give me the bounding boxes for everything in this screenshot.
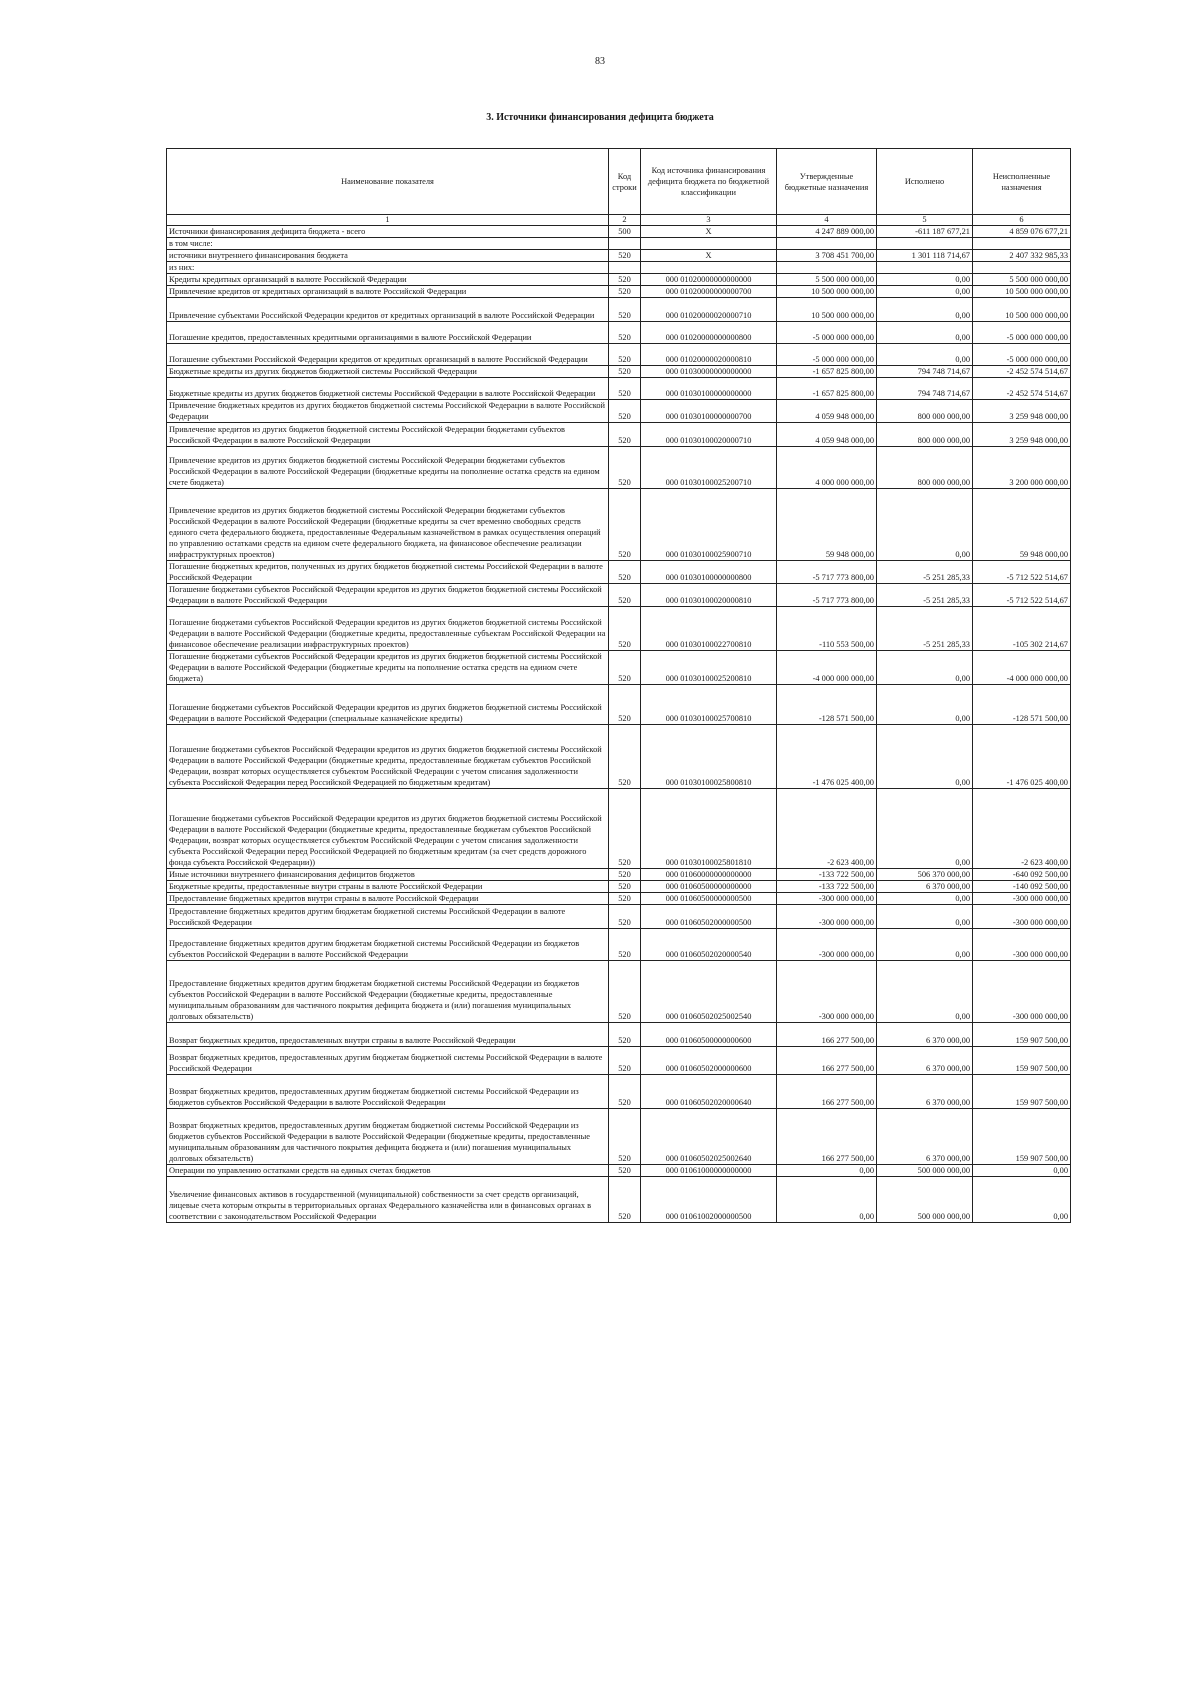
- row-name: Предоставление бюджетных кредитов другим бюджетам бюджетной системы Российской Федерации в валюте Российской Федерации: [167, 905, 609, 929]
- row-name: Погашение бюджетных кредитов, полученных из других бюджетов бюджетной системы Российской Федерации в валюте Российской Федерации: [167, 561, 609, 584]
- row-unexecuted: 159 907 500,00: [973, 1075, 1071, 1109]
- row-approved: 4 247 889 000,00: [777, 226, 877, 238]
- row-source-code: 000 01060502000000600: [641, 1047, 777, 1075]
- row-line-code: 520: [609, 1023, 641, 1047]
- row-name: источники внутреннего финансирования бюджета: [167, 250, 609, 262]
- row-name: Погашение бюджетами субъектов Российской Федерации кредитов из других бюджетов бюджетной системы Российской Федерации в валюте Российской Федерации (бюджетные кредиты, предоставленные субъектам Российской Федерации на финансовое обеспечение реализации инфраструктурных проектов): [167, 607, 609, 651]
- column-number: 3: [641, 215, 777, 226]
- financing-sources-table: [166, 148, 1071, 1223]
- row-executed: 6 370 000,00: [877, 1109, 973, 1165]
- row-source-code: 000 01020000020000710: [641, 298, 777, 322]
- row-executed: 0,00: [877, 651, 973, 685]
- row-name: Привлечение кредитов из других бюджетов бюджетной системы Российской Федерации бюджетами субъектов Российской Федерации в валюте Российской Федерации (бюджетные кредиты на пополнение остатка средств на едином счете бюджета): [167, 447, 609, 489]
- row-source-code: 000 01060502000000500: [641, 905, 777, 929]
- row-source-code: 000 01030000000000000: [641, 366, 777, 378]
- row-line-code: 520: [609, 489, 641, 561]
- row-approved: 166 277 500,00: [777, 1075, 877, 1109]
- row-name: Погашение бюджетами субъектов Российской Федерации кредитов из других бюджетов бюджетной системы Российской Федерации в валюте Российской Федерации (бюджетные кредиты, предоставленные бюджетам субъектов Российской Федерации, возврат которых осуществляется субъектом Российской Федерации с учетом списания задолженности субъекта Российской Федерации перед Российской Федерацией по бюджетным кредитам): [167, 725, 609, 789]
- table-row: [167, 1023, 1071, 1047]
- row-approved: [777, 262, 877, 274]
- row-name: Привлечение кредитов из других бюджетов бюджетной системы Российской Федерации бюджетами субъектов Российской Федерации в валюте Российской Федерации (бюджетные кредиты за счет временно свободных средств единого счета федерального бюджета, предоставленные Федеральным казначейством в рамках осуществления операций по управлению остатками средств на едином счете федерального бюджета, на финансовое обеспечение реализации инфраструктурных проектов): [167, 489, 609, 561]
- row-executed: 0,00: [877, 298, 973, 322]
- header-executed: Исполнено: [877, 149, 973, 215]
- row-executed: -5 251 285,33: [877, 607, 973, 651]
- row-line-code: 520: [609, 869, 641, 881]
- table-row: [167, 344, 1071, 366]
- row-approved: -300 000 000,00: [777, 929, 877, 961]
- table-row: [167, 286, 1071, 298]
- row-line-code: 520: [609, 366, 641, 378]
- row-source-code: [641, 262, 777, 274]
- row-unexecuted: -5 000 000 000,00: [973, 322, 1071, 344]
- row-name: из них:: [167, 262, 609, 274]
- row-name: в том числе:: [167, 238, 609, 250]
- row-approved: 5 500 000 000,00: [777, 274, 877, 286]
- row-source-code: 000 01020000000000800: [641, 322, 777, 344]
- row-approved: -1 657 825 800,00: [777, 366, 877, 378]
- row-name: Погашение бюджетами субъектов Российской Федерации кредитов из других бюджетов бюджетной системы Российской Федерации в валюте Российской Федерации (бюджетные кредиты, предоставленные бюджетам субъектов Российской Федерации, возврат которых осуществляется субъектом Российской Федерации с учетом списания задолженности субъекта Российской Федерации перед Российской Федерацией по бюджетным кредитам (за счет средств дорожного фонда субъекта Российской Федерации)): [167, 789, 609, 869]
- column-number: 1: [167, 215, 609, 226]
- row-name: Возврат бюджетных кредитов, предоставленных другим бюджетам бюджетной системы Российской Федерации в валюте Российской Федерации: [167, 1047, 609, 1075]
- row-approved: -5 717 773 800,00: [777, 561, 877, 584]
- row-line-code: 520: [609, 274, 641, 286]
- row-name: Увеличение финансовых активов в государственной (муниципальной) собственности за счет средств организаций, лицевые счета которым открыты в территориальных органах Федерального казначейства или в финансовых органах в соответствии с законодательством Российской Федерации: [167, 1177, 609, 1223]
- row-name: Предоставление бюджетных кредитов другим бюджетам бюджетной системы Российской Федерации из бюджетов субъектов Российской Федерации в валюте Российской Федерации (бюджетные кредиты, предоставленные муниципальным образованиям для частичного покрытия дефицита бюджета и (или) погашения муниципальных долговых обязательств): [167, 961, 609, 1023]
- row-line-code: 520: [609, 447, 641, 489]
- row-executed: 800 000 000,00: [877, 447, 973, 489]
- table-row: [167, 378, 1071, 400]
- row-approved: 10 500 000 000,00: [777, 298, 877, 322]
- row-unexecuted: -2 452 574 514,67: [973, 366, 1071, 378]
- row-line-code: 520: [609, 893, 641, 905]
- row-executed: [877, 262, 973, 274]
- row-name: Погашение бюджетами субъектов Российской Федерации кредитов из других бюджетов бюджетной системы Российской Федерации в валюте Российской Федерации: [167, 584, 609, 607]
- header-name: Наименование показателя: [167, 149, 609, 215]
- row-executed: 6 370 000,00: [877, 1023, 973, 1047]
- table-row: [167, 789, 1071, 869]
- row-source-code: 000 01061002000000500: [641, 1177, 777, 1223]
- row-executed: 0,00: [877, 905, 973, 929]
- row-line-code: 520: [609, 1109, 641, 1165]
- row-unexecuted: -300 000 000,00: [973, 905, 1071, 929]
- row-line-code: 520: [609, 685, 641, 725]
- row-source-code: 000 01030100000000700: [641, 400, 777, 423]
- row-unexecuted: 4 859 076 677,21: [973, 226, 1071, 238]
- row-unexecuted: 5 500 000 000,00: [973, 274, 1071, 286]
- row-source-code: 000 01020000020000810: [641, 344, 777, 366]
- row-approved: -1 657 825 800,00: [777, 378, 877, 400]
- row-unexecuted: [973, 262, 1071, 274]
- row-name: Привлечение бюджетных кредитов из других бюджетов бюджетной системы Российской Федерации в валюте Российской Федерации: [167, 400, 609, 423]
- row-executed: 0,00: [877, 274, 973, 286]
- row-line-code: 520: [609, 286, 641, 298]
- row-source-code: 000 01030100020000810: [641, 584, 777, 607]
- table-row: [167, 905, 1071, 929]
- row-line-code: 520: [609, 725, 641, 789]
- table-row: [167, 238, 1071, 250]
- row-unexecuted: -105 302 214,67: [973, 607, 1071, 651]
- column-number-row: [167, 215, 1071, 226]
- row-name: Предоставление бюджетных кредитов другим бюджетам бюджетной системы Российской Федерации из бюджетов субъектов Российской Федерации в валюте Российской Федерации: [167, 929, 609, 961]
- row-source-code: 000 01030100022700810: [641, 607, 777, 651]
- table-row: [167, 584, 1071, 607]
- column-number: 4: [777, 215, 877, 226]
- row-line-code: 520: [609, 789, 641, 869]
- table-row: [167, 262, 1071, 274]
- table-row: [167, 881, 1071, 893]
- row-line-code: 520: [609, 322, 641, 344]
- table-row: [167, 961, 1071, 1023]
- row-executed: 6 370 000,00: [877, 881, 973, 893]
- row-name: Источники финансирования дефицита бюджета - всего: [167, 226, 609, 238]
- row-source-code: 000 01030100025700810: [641, 685, 777, 725]
- header-unexecuted: Неисполненные назначения: [973, 149, 1071, 215]
- table-row: [167, 607, 1071, 651]
- row-approved: -110 553 500,00: [777, 607, 877, 651]
- row-approved: 0,00: [777, 1165, 877, 1177]
- row-executed: 0,00: [877, 789, 973, 869]
- table-row: [167, 685, 1071, 725]
- row-source-code: 000 01030100000000800: [641, 561, 777, 584]
- header-line-code: Код строки: [609, 149, 641, 215]
- row-name: Бюджетные кредиты, предоставленные внутри страны в валюте Российской Федерации: [167, 881, 609, 893]
- table-row: [167, 651, 1071, 685]
- row-approved: 166 277 500,00: [777, 1047, 877, 1075]
- row-line-code: 520: [609, 400, 641, 423]
- table-row: [167, 400, 1071, 423]
- section-title: 3. Источники финансирования дефицита бюджета: [486, 112, 714, 123]
- row-executed: 6 370 000,00: [877, 1047, 973, 1075]
- row-approved: [777, 238, 877, 250]
- row-source-code: 000 01060502025002540: [641, 961, 777, 1023]
- row-approved: 166 277 500,00: [777, 1023, 877, 1047]
- row-executed: 0,00: [877, 286, 973, 298]
- row-line-code: 520: [609, 651, 641, 685]
- row-unexecuted: -640 092 500,00: [973, 869, 1071, 881]
- row-approved: -128 571 500,00: [777, 685, 877, 725]
- row-approved: 3 708 451 700,00: [777, 250, 877, 262]
- table-row: [167, 1177, 1071, 1223]
- header-approved: Утвержденные бюджетные назначения: [777, 149, 877, 215]
- row-executed: 500 000 000,00: [877, 1165, 973, 1177]
- row-source-code: [641, 238, 777, 250]
- column-number: 5: [877, 215, 973, 226]
- row-unexecuted: -4 000 000 000,00: [973, 651, 1071, 685]
- row-unexecuted: 3 200 000 000,00: [973, 447, 1071, 489]
- row-approved: 4 059 948 000,00: [777, 423, 877, 447]
- row-line-code: 520: [609, 584, 641, 607]
- row-executed: 0,00: [877, 929, 973, 961]
- row-executed: -5 251 285,33: [877, 584, 973, 607]
- row-name: Предоставление бюджетных кредитов внутри страны в валюте Российской Федерации: [167, 893, 609, 905]
- row-name: Привлечение кредитов из других бюджетов бюджетной системы Российской Федерации бюджетами субъектов Российской Федерации в валюте Российской Федерации: [167, 423, 609, 447]
- column-number: 6: [973, 215, 1071, 226]
- row-executed: -611 187 677,21: [877, 226, 973, 238]
- page-number: 83: [595, 56, 605, 67]
- row-name: Бюджетные кредиты из других бюджетов бюджетной системы Российской Федерации в валюте Российской Федерации: [167, 378, 609, 400]
- row-line-code: 520: [609, 298, 641, 322]
- row-line-code: [609, 238, 641, 250]
- row-executed: 1 301 118 714,67: [877, 250, 973, 262]
- row-approved: 10 500 000 000,00: [777, 286, 877, 298]
- row-unexecuted: -5 712 522 514,67: [973, 584, 1071, 607]
- row-source-code: 000 01060502025002640: [641, 1109, 777, 1165]
- row-line-code: 520: [609, 561, 641, 584]
- row-unexecuted: -140 092 500,00: [973, 881, 1071, 893]
- row-name: Возврат бюджетных кредитов, предоставленных внутри страны в валюте Российской Федерации: [167, 1023, 609, 1047]
- row-source-code: 000 01020000000000700: [641, 286, 777, 298]
- table-row: [167, 561, 1071, 584]
- row-approved: -5 717 773 800,00: [777, 584, 877, 607]
- row-executed: -5 251 285,33: [877, 561, 973, 584]
- table-row: [167, 298, 1071, 322]
- row-line-code: [609, 262, 641, 274]
- row-unexecuted: 2 407 332 985,33: [973, 250, 1071, 262]
- row-executed: 6 370 000,00: [877, 1075, 973, 1109]
- row-name: Операции по управлению остатками средств на единых счетах бюджетов: [167, 1165, 609, 1177]
- table-row: [167, 1047, 1071, 1075]
- table-row: [167, 893, 1071, 905]
- row-unexecuted: 10 500 000 000,00: [973, 298, 1071, 322]
- row-name: Иные источники внутреннего финансирования дефицитов бюджетов: [167, 869, 609, 881]
- row-source-code: 000 01020000000000000: [641, 274, 777, 286]
- row-unexecuted: 159 907 500,00: [973, 1023, 1071, 1047]
- row-executed: 506 370 000,00: [877, 869, 973, 881]
- table-row: [167, 1075, 1071, 1109]
- row-unexecuted: 0,00: [973, 1165, 1071, 1177]
- row-name: Кредиты кредитных организаций в валюте Российской Федерации: [167, 274, 609, 286]
- row-unexecuted: -5 712 522 514,67: [973, 561, 1071, 584]
- row-approved: -5 000 000 000,00: [777, 322, 877, 344]
- table-row: [167, 423, 1071, 447]
- row-approved: 4 059 948 000,00: [777, 400, 877, 423]
- table-row: [167, 447, 1071, 489]
- row-name: Привлечение субъектами Российской Федерации кредитов от кредитных организаций в валюте Российской Федерации: [167, 298, 609, 322]
- row-line-code: 520: [609, 1177, 641, 1223]
- row-source-code: 000 01060500000000600: [641, 1023, 777, 1047]
- row-approved: 59 948 000,00: [777, 489, 877, 561]
- row-approved: -1 476 025 400,00: [777, 725, 877, 789]
- row-source-code: 000 01060500000000500: [641, 893, 777, 905]
- table-row: [167, 366, 1071, 378]
- row-executed: 500 000 000,00: [877, 1177, 973, 1223]
- row-approved: -5 000 000 000,00: [777, 344, 877, 366]
- row-line-code: 520: [609, 607, 641, 651]
- table-body: [167, 215, 1071, 1223]
- row-line-code: 520: [609, 344, 641, 366]
- row-source-code: 000 01060502020000540: [641, 929, 777, 961]
- row-source-code: 000 01030100025900710: [641, 489, 777, 561]
- row-unexecuted: 159 907 500,00: [973, 1109, 1071, 1165]
- row-executed: 794 748 714,67: [877, 366, 973, 378]
- header-source-code: Код источника финансирования дефицита бюджета по бюджетной классификации: [641, 149, 777, 215]
- row-executed: 800 000 000,00: [877, 423, 973, 447]
- row-unexecuted: 59 948 000,00: [973, 489, 1071, 561]
- row-executed: [877, 238, 973, 250]
- row-line-code: 520: [609, 423, 641, 447]
- row-executed: 0,00: [877, 961, 973, 1023]
- row-source-code: 000 01061000000000000: [641, 1165, 777, 1177]
- row-unexecuted: -1 476 025 400,00: [973, 725, 1071, 789]
- row-approved: -133 722 500,00: [777, 881, 877, 893]
- row-line-code: 520: [609, 905, 641, 929]
- row-unexecuted: 159 907 500,00: [973, 1047, 1071, 1075]
- row-approved: -133 722 500,00: [777, 869, 877, 881]
- row-line-code: 520: [609, 1047, 641, 1075]
- row-unexecuted: 3 259 948 000,00: [973, 423, 1071, 447]
- row-name: Привлечение кредитов от кредитных организаций в валюте Российской Федерации: [167, 286, 609, 298]
- row-source-code: 000 01030100025200810: [641, 651, 777, 685]
- row-unexecuted: -300 000 000,00: [973, 893, 1071, 905]
- row-approved: -300 000 000,00: [777, 961, 877, 1023]
- table-header: [167, 149, 1071, 215]
- row-executed: 0,00: [877, 344, 973, 366]
- row-source-code: 000 01030100020000710: [641, 423, 777, 447]
- row-source-code: X: [641, 250, 777, 262]
- row-line-code: 520: [609, 881, 641, 893]
- row-source-code: 000 01030100025800810: [641, 725, 777, 789]
- table-row: [167, 274, 1071, 286]
- row-unexecuted: 0,00: [973, 1177, 1071, 1223]
- row-source-code: 000 01030100025801810: [641, 789, 777, 869]
- row-name: Погашение бюджетами субъектов Российской Федерации кредитов из других бюджетов бюджетной системы Российской Федерации в валюте Российской Федерации (бюджетные кредиты на пополнение остатка средств на едином счете бюджета): [167, 651, 609, 685]
- table-row: [167, 1109, 1071, 1165]
- row-approved: -300 000 000,00: [777, 905, 877, 929]
- row-line-code: 520: [609, 929, 641, 961]
- row-approved: -4 000 000 000,00: [777, 651, 877, 685]
- table-row: [167, 929, 1071, 961]
- table-row: [167, 322, 1071, 344]
- row-line-code: 520: [609, 961, 641, 1023]
- row-executed: 0,00: [877, 685, 973, 725]
- row-approved: 4 000 000 000,00: [777, 447, 877, 489]
- row-source-code: 000 01030100000000000: [641, 378, 777, 400]
- row-line-code: 520: [609, 378, 641, 400]
- row-approved: 166 277 500,00: [777, 1109, 877, 1165]
- row-approved: -300 000 000,00: [777, 893, 877, 905]
- table-row: [167, 725, 1071, 789]
- row-unexecuted: [973, 238, 1071, 250]
- row-executed: 800 000 000,00: [877, 400, 973, 423]
- row-source-code: 000 01060502020000640: [641, 1075, 777, 1109]
- row-name: Бюджетные кредиты из других бюджетов бюджетной системы Российской Федерации: [167, 366, 609, 378]
- row-approved: -2 623 400,00: [777, 789, 877, 869]
- table-row: [167, 250, 1071, 262]
- row-unexecuted: 3 259 948 000,00: [973, 400, 1071, 423]
- row-executed: 0,00: [877, 322, 973, 344]
- row-unexecuted: -300 000 000,00: [973, 961, 1071, 1023]
- row-name: Погашение кредитов, предоставленных кредитными организациями в валюте Российской Федерации: [167, 322, 609, 344]
- row-unexecuted: -2 452 574 514,67: [973, 378, 1071, 400]
- row-unexecuted: -2 623 400,00: [973, 789, 1071, 869]
- row-unexecuted: -128 571 500,00: [973, 685, 1071, 725]
- row-name: Возврат бюджетных кредитов, предоставленных другим бюджетам бюджетной системы Российской Федерации из бюджетов субъектов Российской Федерации в валюте Российской Федерации: [167, 1075, 609, 1109]
- row-source-code: 000 01030100025200710: [641, 447, 777, 489]
- row-executed: 0,00: [877, 725, 973, 789]
- row-executed: 0,00: [877, 489, 973, 561]
- column-number: 2: [609, 215, 641, 226]
- row-executed: 794 748 714,67: [877, 378, 973, 400]
- row-name: Погашение субъектами Российской Федерации кредитов от кредитных организаций в валюте Российской Федерации: [167, 344, 609, 366]
- row-unexecuted: -5 000 000 000,00: [973, 344, 1071, 366]
- row-line-code: 520: [609, 1075, 641, 1109]
- row-name: Погашение бюджетами субъектов Российской Федерации кредитов из других бюджетов бюджетной системы Российской Федерации в валюте Российской Федерации (специальные казначейские кредиты): [167, 685, 609, 725]
- row-unexecuted: 10 500 000 000,00: [973, 286, 1071, 298]
- row-source-code: 000 01060500000000000: [641, 881, 777, 893]
- row-executed: 0,00: [877, 893, 973, 905]
- row-line-code: 520: [609, 1165, 641, 1177]
- row-name: Возврат бюджетных кредитов, предоставленных другим бюджетам бюджетной системы Российской Федерации из бюджетов субъектов Российской Федерации в валюте Российской Федерации (бюджетные кредиты, предоставленные муниципальным образованиям для частичного покрытия дефицита бюджета и (или) погашения муниципальных долговых обязательств): [167, 1109, 609, 1165]
- row-source-code: 000 01060000000000000: [641, 869, 777, 881]
- row-line-code: 520: [609, 250, 641, 262]
- table-row: [167, 1165, 1071, 1177]
- table-row: [167, 869, 1071, 881]
- row-line-code: 500: [609, 226, 641, 238]
- table-row: [167, 226, 1071, 238]
- table-row: [167, 489, 1071, 561]
- row-approved: 0,00: [777, 1177, 877, 1223]
- row-unexecuted: -300 000 000,00: [973, 929, 1071, 961]
- row-source-code: X: [641, 226, 777, 238]
